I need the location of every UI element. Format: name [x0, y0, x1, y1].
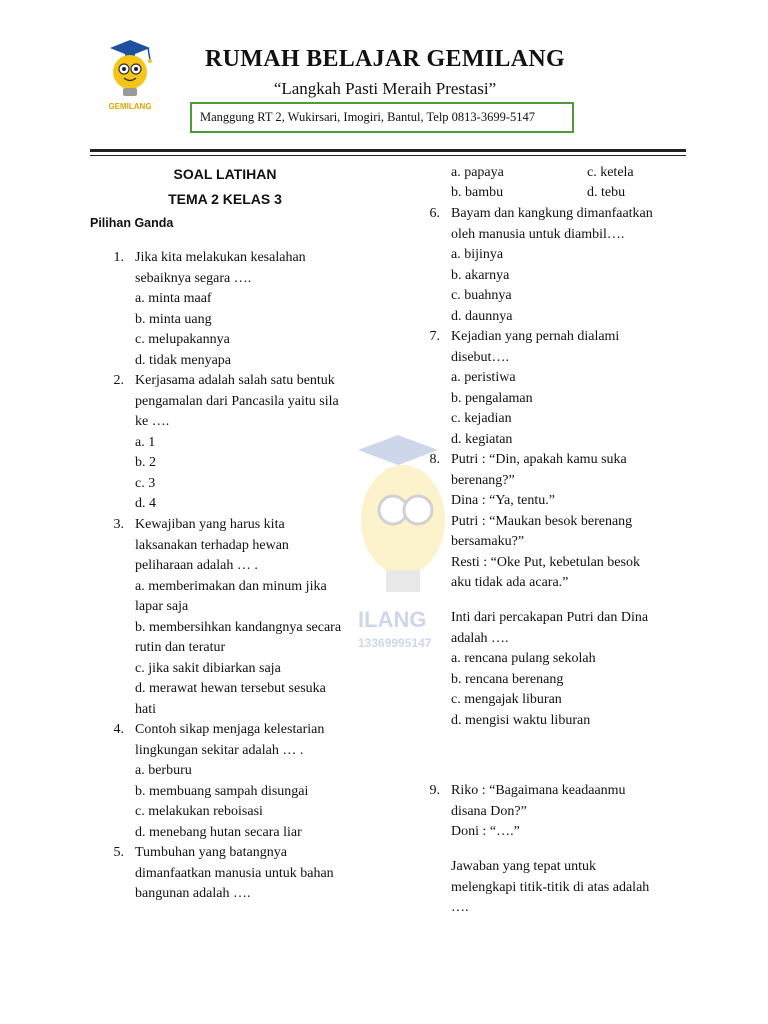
answer-option: b. akarnya — [451, 267, 510, 283]
watermark-phone: 13369995147 — [358, 636, 432, 650]
answer-option: a. minta maaf — [135, 291, 212, 306]
question-number: 4. — [113, 722, 124, 737]
question-text: Inti dari percakapan Putri dan Dina — [451, 610, 649, 625]
question-text: oleh manusia untuk diambil…. — [451, 226, 625, 242]
question-2 — [135, 371, 339, 515]
header-divider — [90, 149, 686, 152]
question-number: 9. — [429, 783, 440, 798]
dialogue-line: Putri : “Maukan besok berenang — [451, 513, 633, 529]
answer-option: c. melupakannya — [135, 332, 230, 347]
answer-option: d. tidak menyapa — [135, 352, 232, 368]
question-9 — [451, 781, 626, 843]
dialogue-line: disana Don?” — [451, 803, 527, 819]
header-divider-thin — [90, 155, 686, 156]
question-text: …. — [451, 900, 469, 915]
question-text: disebut…. — [451, 349, 509, 365]
question-3 — [135, 515, 341, 720]
watermark-logo — [358, 395, 458, 695]
question-1 — [135, 248, 306, 371]
question-number: 8. — [429, 452, 440, 467]
question-text: Contoh sikap menjaga kelestarian — [135, 722, 325, 737]
question-text: peliharaan adalah … . — [135, 558, 258, 573]
logo-text: GEMILANG — [108, 102, 152, 111]
answer-option: b. rencana berenang — [451, 671, 564, 687]
answer-option: d. kegiatan — [451, 431, 513, 447]
question-7 — [451, 327, 619, 450]
worksheet-title: SOAL LATIHAN — [173, 166, 277, 182]
question-number: 5. — [113, 845, 124, 860]
question-text: adalah …. — [451, 630, 509, 646]
question-text: ke …. — [135, 414, 170, 429]
question-text: dimanfaatkan manusia untuk bahan — [135, 865, 334, 881]
gemilang-logo — [92, 38, 178, 116]
address: Manggung RT 2, Wukirsari, Imogiri, Bantul, Telp 0813-3699-5147 — [200, 110, 535, 124]
question-4 — [135, 720, 324, 843]
worksheet-subtitle: TEMA 2 KELAS 3 — [168, 191, 282, 207]
question-8-prompt — [451, 608, 648, 731]
question-text: laksanakan terhadap hewan — [135, 537, 289, 553]
answer-option: d. daunnya — [451, 308, 513, 324]
answer-option: b. membersihkan kandangnya secara — [135, 619, 342, 635]
answer-option: b. pengalaman — [451, 390, 533, 406]
answer-option: d. 4 — [135, 496, 156, 511]
question-number: 3. — [113, 517, 124, 532]
dialogue-line: bersamaku?” — [451, 534, 525, 549]
school-name: RUMAH BELAJAR GEMILANG — [205, 46, 565, 72]
question-6 — [451, 204, 653, 327]
answer-option: rutin dan teratur — [135, 640, 226, 655]
question-text: Tumbuhan yang batangnya — [135, 845, 287, 860]
answer-option: b. membuang sampah disungai — [135, 783, 309, 799]
question-8 — [451, 450, 640, 594]
question-text: Kerjasama adalah salah satu bentuk — [135, 373, 335, 388]
answer-option: a. papaya — [451, 165, 504, 180]
question-text: sebaiknya segara …. — [135, 270, 252, 286]
mascot-icon — [92, 38, 178, 116]
watermark-text: ILANG — [358, 607, 427, 632]
answer-option: c. buahnya — [451, 288, 512, 303]
question-number: 6. — [429, 206, 440, 221]
answer-option: d. menebang hutan secara liar — [135, 824, 302, 840]
answer-option: c. 3 — [135, 475, 156, 491]
answer-option: c. melakukan reboisasi — [135, 804, 263, 819]
answer-option: a. rencana pulang sekolah — [451, 651, 596, 666]
question-number: 2. — [113, 373, 124, 388]
dialogue-line: Doni : “….” — [451, 824, 520, 839]
dialogue-line: Putri : “Din, apakah kamu suka — [451, 452, 627, 467]
question-text: lingkungan sekitar adalah … . — [135, 742, 304, 758]
answer-option: b. minta uang — [135, 311, 212, 327]
question-text: Kewajiban yang harus kita — [135, 517, 285, 532]
answer-option: a. 1 — [135, 434, 156, 450]
answer-option: a. berburu — [135, 763, 192, 778]
question-text: Bayam dan kangkung dimanfaatkan — [451, 206, 653, 221]
answer-option: d. mengisi waktu liburan — [451, 712, 591, 728]
question-text: Kejadian yang pernah dialami — [451, 329, 620, 344]
question-text: melengkapi titik-titik di atas adalah — [451, 879, 650, 895]
question-text: Jawaban yang tepat untuk — [451, 859, 597, 874]
answer-option: a. peristiwa — [451, 370, 516, 385]
slogan: “Langkah Pasti Meraih Prestasi” — [273, 79, 497, 98]
question-number: 7. — [429, 329, 440, 344]
dialogue-line: Resti : “Oke Put, kebetulan besok — [451, 554, 640, 570]
question-text: Jika kita melakukan kesalahan — [135, 250, 306, 265]
dialogue-line: aku tidak ada acara.” — [451, 575, 569, 590]
answer-option: c. kejadian — [451, 411, 512, 426]
question-text: pengamalan dari Pancasila yaitu sila — [135, 393, 339, 409]
answer-option: c. mengajak liburan — [451, 692, 562, 707]
question-text: bangunan adalah …. — [135, 886, 251, 901]
answer-option: a. bijinya — [451, 247, 504, 262]
answer-option: d. tebu — [587, 185, 626, 200]
answer-option: b. bambu — [451, 185, 504, 200]
question-number: 1. — [113, 250, 124, 265]
answer-option: c. ketela — [587, 165, 634, 180]
section-label: Pilihan Ganda — [90, 216, 174, 230]
answer-option: hati — [135, 701, 156, 717]
dialogue-line: Riko : “Bagaimana keadaanmu — [451, 783, 626, 798]
dialogue-line: berenang?” — [451, 472, 515, 488]
answer-option: lapar saja — [135, 599, 189, 614]
question-5 — [135, 843, 334, 905]
answer-option: a. memberimakan dan minum jika — [135, 578, 327, 594]
dialogue-line: Dina : “Ya, tentu.” — [451, 493, 555, 508]
answer-option: b. 2 — [135, 455, 156, 470]
answer-option: d. merawat hewan tersebut sesuka — [135, 681, 326, 696]
question-9-prompt — [451, 857, 649, 919]
answer-option: c. jika sakit dibiarkan saja — [135, 660, 281, 676]
